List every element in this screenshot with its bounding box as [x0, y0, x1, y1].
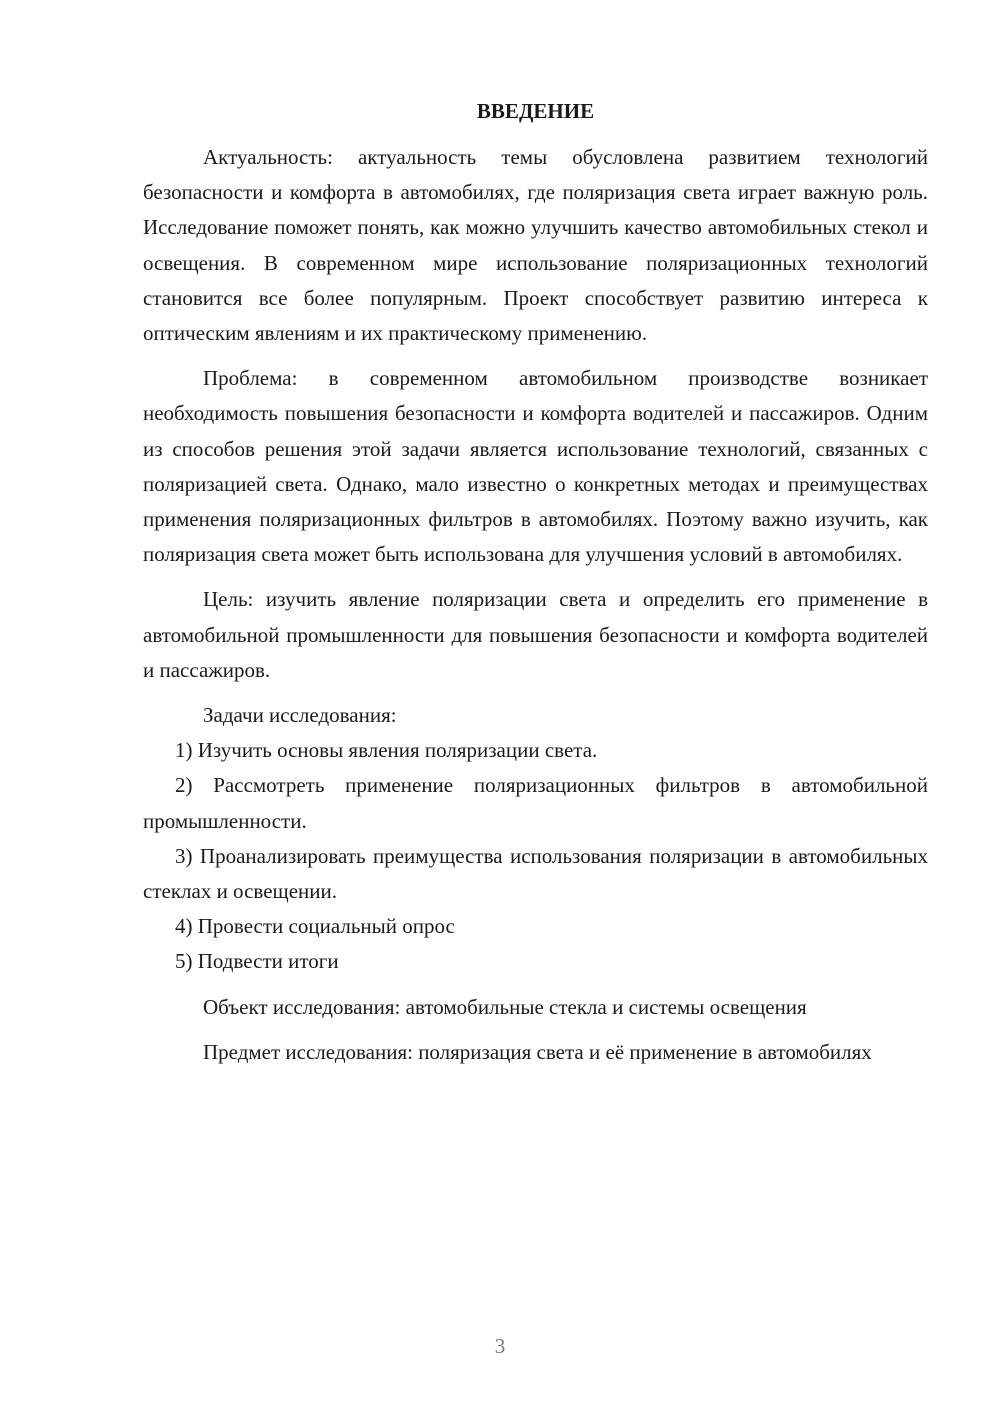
- paragraph-object: Объект исследования: автомобильные стекла и системы освещения: [203, 994, 807, 1019]
- task-item-5: 5) Подвести итоги: [175, 949, 339, 974]
- section-title: ВВЕДЕНИЕ: [476, 99, 595, 123]
- paragraph-subject: Предмет исследования: поляризация света и её применение в автомобилях: [203, 1039, 872, 1064]
- paragraph-goal: Цель: изучить явление поляризации света и определить его применение в автомобильной промышленности для повышения безопасности и комфорта водителей и пассажиров.: [143, 587, 928, 682]
- paragraph-relevance: Актуальность: актуальность темы обусловлена развитием технологий безопасности и комфорта в автомобилях, где поляризация света играет важную роль. Исследование поможет понять, как можно улучшить качество автомобильных стекол и освещения. В современном мире использование поляризационных технологий становится все более популярным. Проект способствует развитию интереса к оптическим явлениям и их практическому применению.: [143, 145, 928, 346]
- task-item-1: 1) Изучить основы явления поляризации света.: [175, 738, 598, 763]
- tasks-heading: Задачи исследования:: [203, 703, 397, 728]
- page-content: [143, 98, 928, 1070]
- task-item-2: 2) Рассмотреть применение поляризационных фильтров в автомобильной промышленности.: [143, 773, 928, 833]
- paragraph-problem: Проблема: в современном автомобильном производстве возникает необходимость повышения безопасности и комфорта водителей и пассажиров. Одним из способов решения этой задачи является использование технологий, связанных с поляризацией света. Однако, мало известно о конкретных методах и преимуществах применения поляризационных фильтров в автомобилях. Поэтому важно изучить, как поляризация света может быть использована для улучшения условий в автомобилях.: [143, 366, 928, 567]
- page-number: 3: [494, 1334, 506, 1358]
- task-item-4: 4) Провести социальный опрос: [175, 914, 455, 939]
- task-item-3: 3) Проанализировать преимущества использования поляризации в автомобильных стеклах и освещении.: [143, 843, 928, 904]
